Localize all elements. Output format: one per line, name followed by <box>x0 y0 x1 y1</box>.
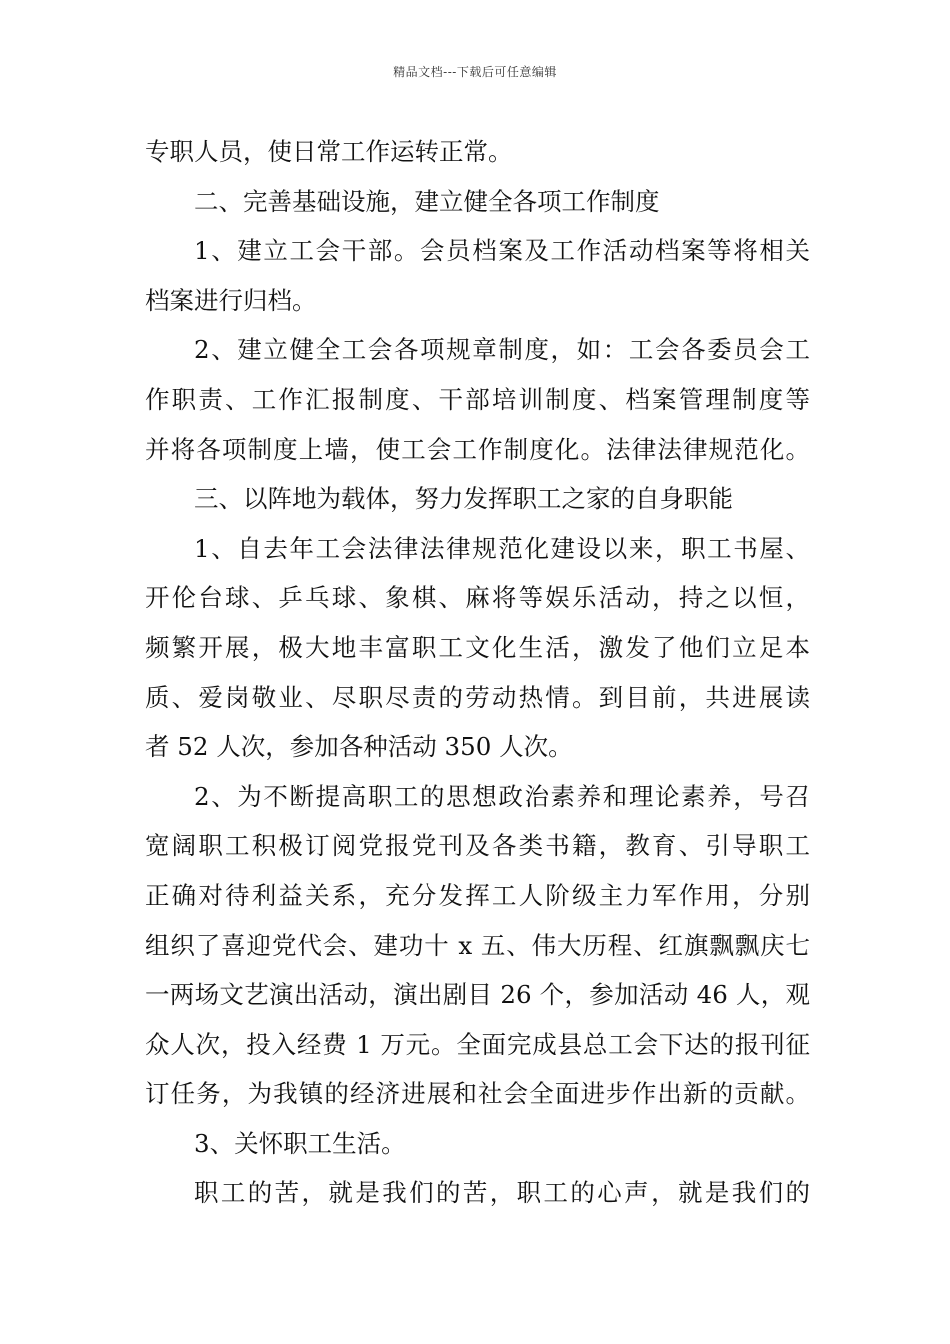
text-line: 1、自去年工会法律法律规范化建设以来，职工书屋、 <box>194 533 810 563</box>
text-line: 众人次，投入经费 1 万元。全面完成县总工会下达的报刊征 <box>145 1029 810 1059</box>
text-line: 者 52 人次，参加各种活动 350 人次。 <box>145 732 573 762</box>
text-line: 质、爱岗敬业、尽职尽责的劳动热情。到目前，共进展读 <box>145 682 810 712</box>
text-line: 1、建立工会干部。会员档案及工作活动档案等将相关 <box>194 236 810 266</box>
page-header: 精品文档---下载后可任意编辑 <box>393 65 557 79</box>
text-line: 作职责、工作汇报制度、干部培训制度、档案管理制度等 <box>145 384 810 414</box>
text-line: 档案进行归档。 <box>145 285 317 315</box>
section-heading: 二、完善基础设施，建立健全各项工作制度 <box>194 186 660 216</box>
text-line: 并将各项制度上墙，使工会工作制度化。法律法律规范化。 <box>145 434 810 464</box>
text-line: 订任务，为我镇的经济进展和社会全面进步作出新的贡献。 <box>145 1079 810 1109</box>
text-line: 频繁开展，极大地丰富职工文化生活，激发了他们立足本 <box>145 632 810 662</box>
text-line: 正确对待利益关系，充分发挥工人阶级主力军作用，分别 <box>145 880 810 910</box>
section-heading: 三、以阵地为载体，努力发挥职工之家的自身职能 <box>194 484 733 514</box>
text-line: 职工的苦，就是我们的苦，职工的心声，就是我们的 <box>194 1178 810 1208</box>
text-line: 一两场文艺演出活动，演出剧目 26 个，参加活动 46 人，观 <box>145 980 810 1010</box>
section-heading: 3、关怀职工生活。 <box>194 1128 406 1158</box>
document-body <box>145 127 810 1218</box>
text-line: 宽阔职工积极订阅党报党刊及各类书籍，教育、引导职工 <box>145 831 810 861</box>
text-line: 2、为不断提高职工的思想政治素养和理论素养，号召 <box>194 781 810 811</box>
text-line: 专职人员，使日常工作运转正常。 <box>145 137 513 166</box>
text-line: 2、建立健全工会各项规章制度，如：工会各委员会工 <box>194 335 810 365</box>
text-line: 组织了喜迎党代会、建功十 x 五、伟大历程、红旗飘飘庆七 <box>145 930 810 960</box>
text-line: 开伦台球、乒乓球、象棋、麻将等娱乐活动，持之以恒， <box>145 583 810 613</box>
